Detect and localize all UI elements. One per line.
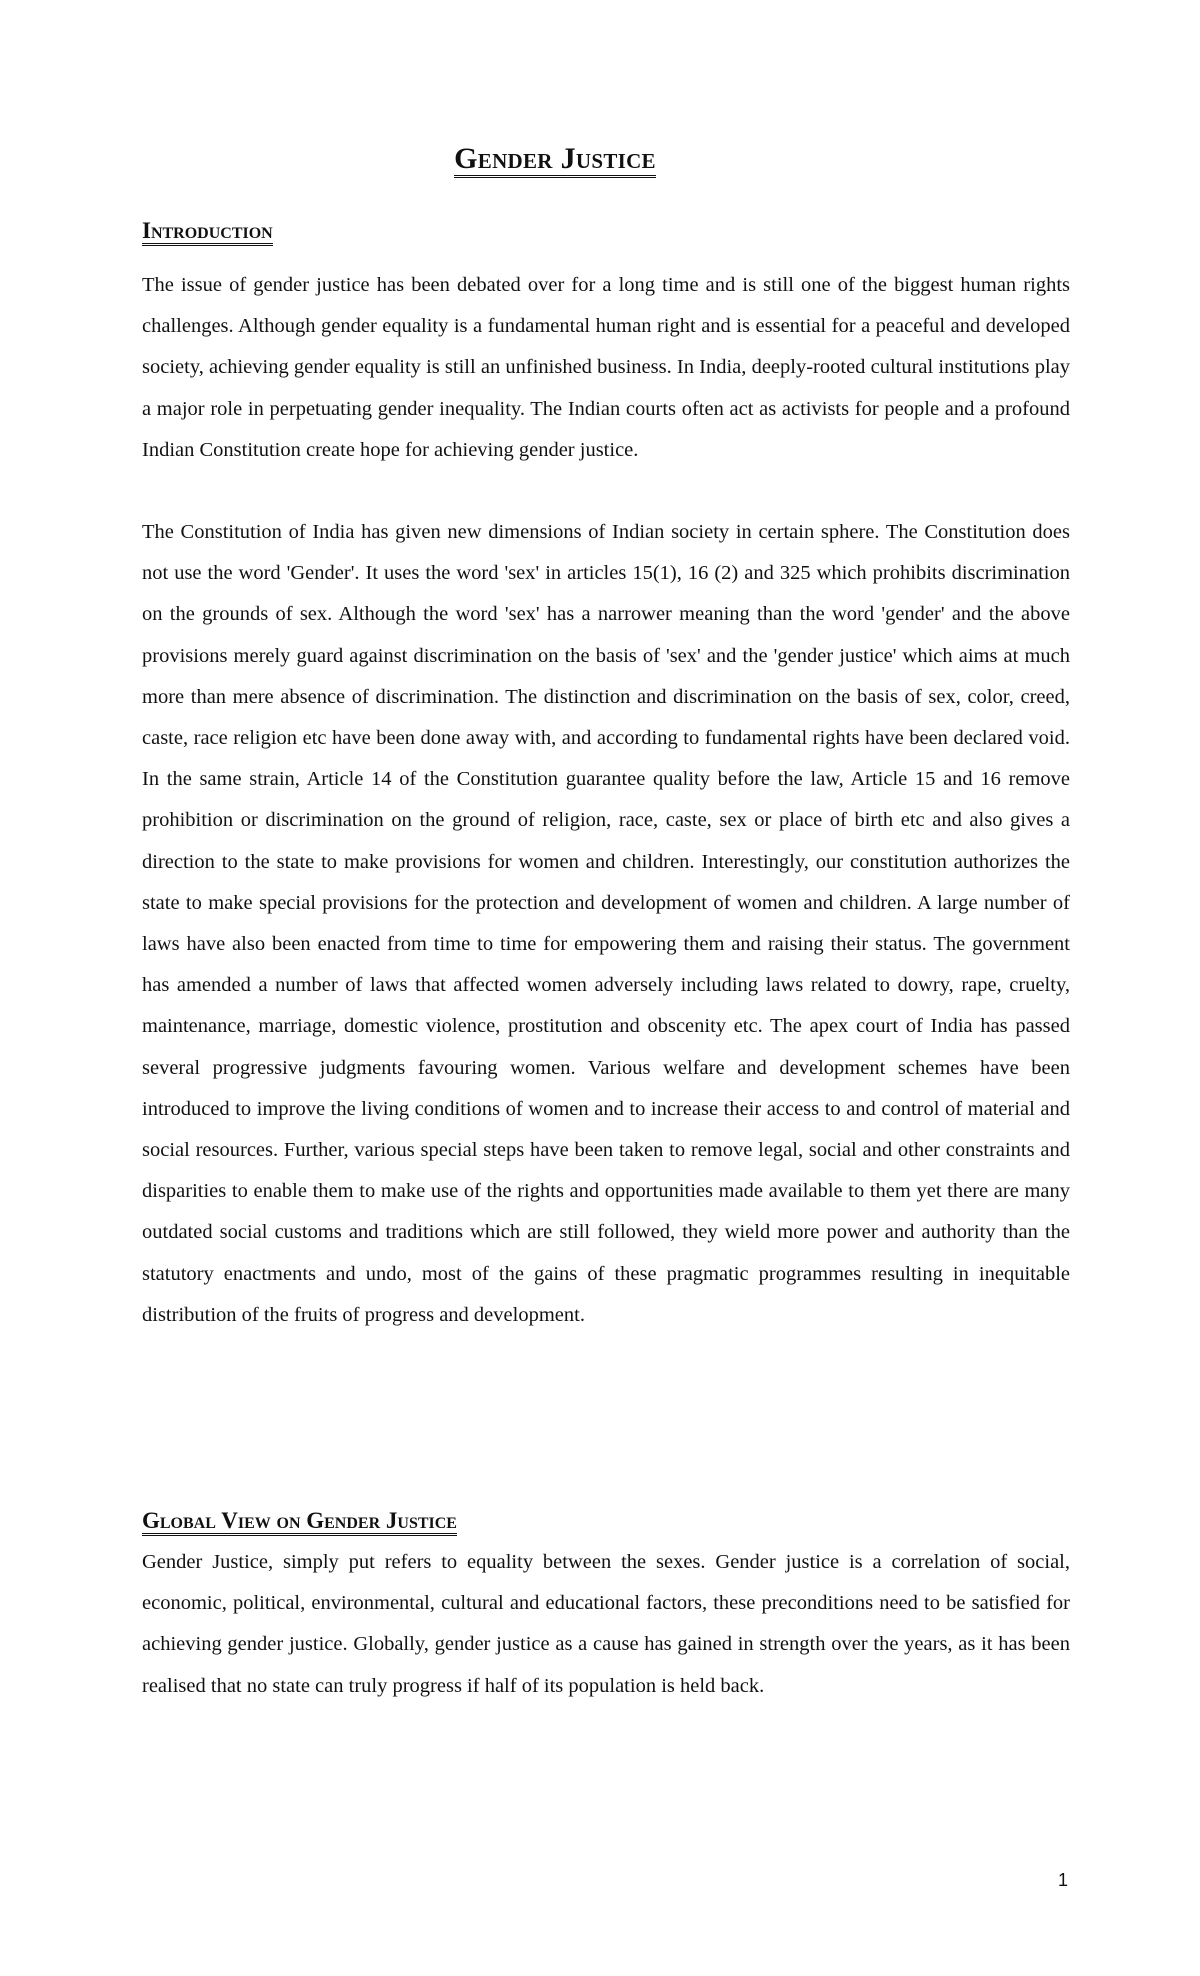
introduction-paragraph-2: The Constitution of India has given new dimensions of Indian society in certain sphere. The Constitution does not use the word 'Gender'. It uses the word 'sex' in articles 15(1), 16 (2) and 325 which prohibits discrimination on the grounds of sex. Although the word 'sex' has a narrower meaning than the word 'gender' and the above provisions merely guard against discrimination on the basis of 'sex' and the 'gender justice' which aims at much more than mere absence of discrimination. The distinction and discrimination on the basis of sex, color, creed, caste, race religion etc have been done away with, and according to fundamental rights have been declared void. In the same strain, Article 14 of the Constitution guarantee quality before the law, Article 15 and 16 remove prohibition or discrimination on the ground of religion, race, caste, sex or place of birth etc and also gives a direction to the state to make provisions for women and children. Interestingly, our constitution authorizes the state to make special provisions for the protection and development of women and children. A large number of laws have also been enacted from time to time for empowering them and raising their status. The government has amended a number of laws that affected women adversely including laws related to dowry, rape, cruelty, maintenance, marriage, domestic violence, prostitution and obscenity etc. The apex court of India has passed several progressive judgments favouring women. Various welfare and development schemes have been introduced to improve the living conditions of women and to increase their access to and control of material and social resources. Further, various special steps have been taken to remove legal, social and other constraints and disparities to enable them to make use of the rights and opportunities made available to them yet there are many outdated social customs and traditions which are still followed, they wield more power and authority than the statutory enactments and undo, most of the gains of these pragmatic programmes resulting in inequitable distribution of the fruits of progress and development. — [142, 521, 1070, 1326]
document-title — [0, 142, 1110, 176]
introduction-paragraph-1: The issue of gender justice has been debated over for a long time and is still one of the biggest human rights challenges. Although gender equality is a fundamental human right and is essential for a peaceful and developed society, achieving gender equality is still an unfinished business. In India, deeply-rooted cultural institutions play a major role in perpetuating gender inequality. The Indian courts often act as activists for people and a profound Indian Constitution create hope for achieving gender justice. — [142, 274, 1070, 461]
global-view-paragraph-1: Gender Justice, simply put refers to equality between the sexes. Gender justice is a correlation of social, economic, political, environmental, cultural and educational factors, these preconditions need to be satisfied for achieving gender justice. Globally, gender justice as a cause has gained in strength over the years, as it has been realised that no state can truly progress if half of its population is held back. — [142, 1551, 1070, 1697]
section-heading-introduction — [142, 216, 273, 246]
section-heading-introduction-text: Introduction — [142, 218, 273, 246]
document-title-text: Gender Justice — [454, 142, 656, 178]
page-number: 1 — [1058, 1870, 1069, 1890]
section-heading-global-view-text: Global View on Gender Justice — [142, 1508, 457, 1536]
section-heading-global-view — [142, 1506, 457, 1536]
